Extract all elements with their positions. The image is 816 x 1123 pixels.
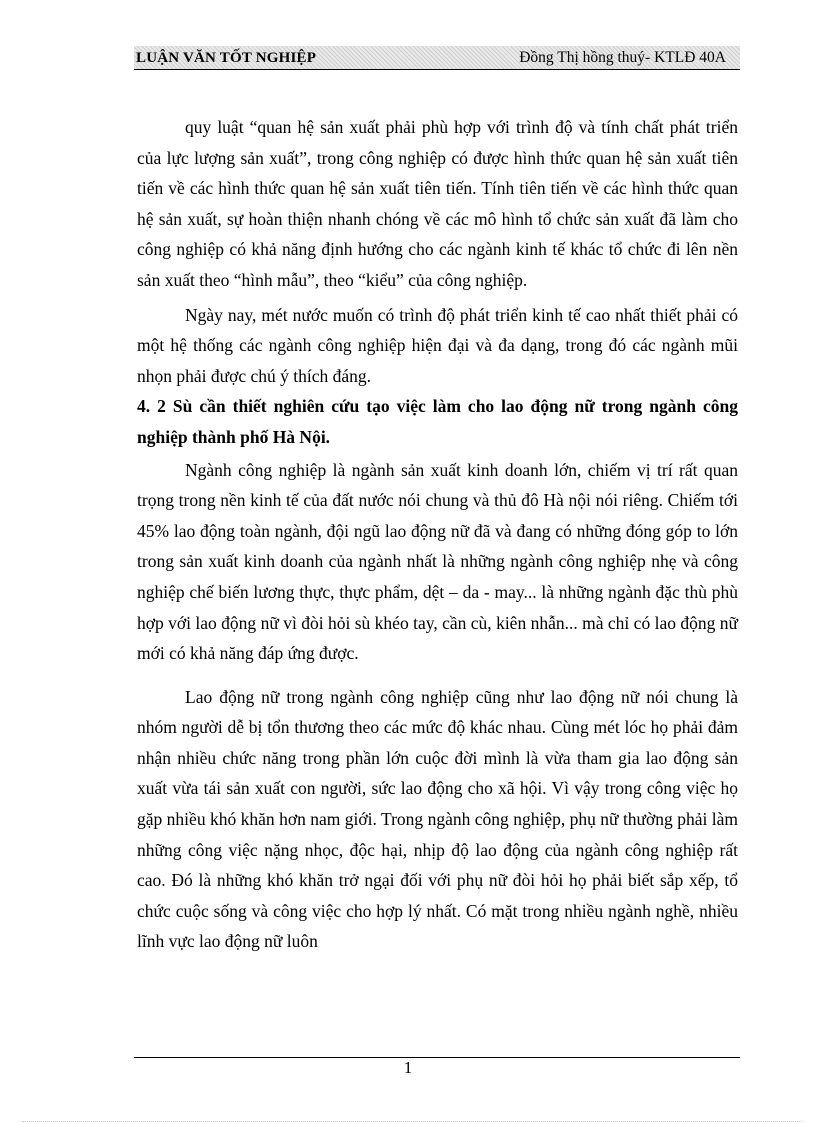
paragraph-modern-industry: Ngày nay, mét nước muốn có trình độ phát triển kinh tế cao nhất thiết phải có một hệ thống các ngành công nghiệp hiện đại và đa dạng, trong đó các ngành mũi nhọn phải được chú ý thích đáng. [137,304,738,386]
paragraph-continuation: quy luật “quan hệ sản xuất phải phù hợp với trình độ và tính chất phát triển của lực lượng sản xuất”, trong công nghiệp có được hình thức quan hệ sản xuất tiên tiến về các hình thức quan hệ sản xuất tiên tiến. Tính tiên tiến về các hình thức quan hệ sản xuất, sự hoàn thiện nhanh chóng về các mô hình tổ chức sản xuất đã làm cho công nghiệp có khả năng định hướng cho các ngành kinh tế khác tổ chức đi lên nền sản xuất theo “hình mẫu”, theo “kiểu” của công nghiệp. [137,117,738,290]
header-thesis-title: LUẬN VĂN TỐT NGHIỆP [136,50,317,66]
page-header [134,46,740,70]
page-number: 1 [403,1058,413,1077]
paragraph-industry-role: Ngành công nghiệp là ngành sản xuất kinh doanh lớn, chiếm vị trí rất quan trọng trong nền kinh tế của đất nước nói chung và thủ đô Hà nội nói riêng. Chiếm tới 45% lao động toàn ngành, đội ngũ lao động nữ đã và đang có những đóng góp to lớn trong sản xuất kinh doanh của ngành nhất là những ngành công nghiệp nhẹ và công nghiệp chế biến lương thực, thực phẩm, dệt – da - may... là những ngành đặc thù phù hợp với lao động nữ vì đòi hỏi sù khéo tay, cần cù, kiên nhẫn... mà chỉ có lao động nữ mới có khả năng đáp ứng được. [137,459,738,664]
header-author: Đồng Thị hồng thuý- KTLĐ 40A [519,49,726,66]
page-edge-divider [22,1121,802,1122]
paragraph-female-labour: Lao động nữ trong ngành công nghiệp cũng như lao động nữ nói chung là nhóm người dễ bị tổn thương theo các mức độ khác nhau. Cùng mét lóc họ phải đảm nhận nhiều chức năng trong phần lớn cuộc đời mình là vừa tham gia lao động sản xuất vừa tái sản xuất con người, sức lao động cho xã hội. Vì vậy trong công việc họ gặp nhiều khó khăn hơn nam giới. Trong ngành công nghiệp, phụ nữ thường phải làm những công việc nặng nhọc, độc hại, nhịp độ lao động của ngành công nghiệp rất cao. Đó là những khó khăn trở ngại đối với phụ nữ đòi hỏi họ phải biết sắp xếp, tổ chức cuộc sống và công việc cho hợp lý nhất. Có mặt trong nhiều ngành nghề, nhiều lĩnh vực lao động nữ luôn [137,686,738,952]
section-heading: 4. 2 Sù cần thiết nghiên cứu tạo việc làm cho lao động nữ trong ngành công nghiệp thành phố Hà Nội. [137,396,738,447]
document-body [137,112,738,961]
